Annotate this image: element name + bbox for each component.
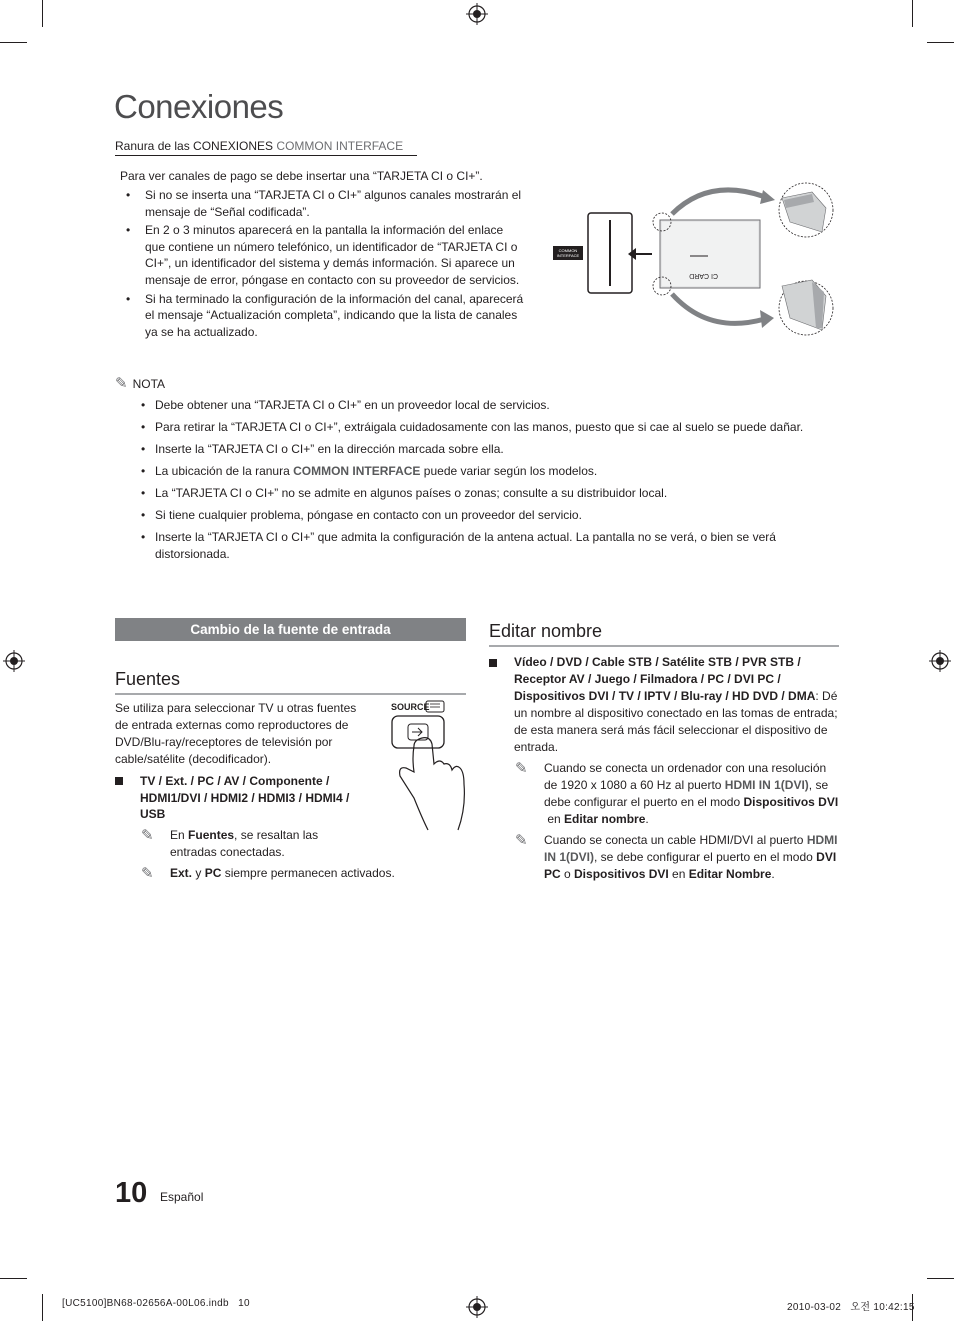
note-text: Cuando se conecta un ordenador con una resolución de 1920 x 1080 a 60 Hz al puerto (544, 761, 827, 792)
crop-mark (912, 0, 913, 27)
print-slug-right: 2010-03-02 오전 10:42:15 (787, 1302, 915, 1313)
note-text: Cuando se conecta un cable HDMI/DVI al puerto (544, 833, 807, 847)
figure-label-interface: INTERFACE (556, 253, 580, 258)
note-text: . (645, 812, 649, 826)
note-bold: Dispositivos DVI (574, 867, 669, 881)
fuentes-note-1 (141, 827, 346, 861)
ci-heading-gray: COMMON INTERFACE (276, 139, 404, 153)
pencil-icon: ✎ (515, 832, 528, 849)
crop-mark (927, 1278, 954, 1279)
crop-mark (0, 42, 27, 43)
note-text: o (560, 867, 575, 881)
pencil-icon: ✎ (515, 760, 528, 777)
editar-nombre-heading: Editar nombre (489, 621, 839, 647)
source-button-illustration (388, 698, 468, 832)
ci-intro-text: Para ver canales de pago se debe insertar una “TARJETA CI o CI+”. (120, 169, 483, 183)
editar-note-2 (515, 832, 840, 883)
ci-card-text: CI CARD (689, 272, 718, 279)
crop-mark (0, 1278, 27, 1279)
square-bullet-icon (115, 777, 123, 785)
crop-mark (42, 1294, 43, 1321)
page-language: Español (160, 1190, 204, 1204)
note-text: siempre permanecen activados. (221, 866, 395, 880)
ci-heading-prefix: Ranura de las CONEXIONES (115, 139, 274, 153)
note-text: , se resaltan las entradas conectadas. (170, 828, 319, 859)
source-button-label: SOURCE (391, 702, 430, 712)
list-item: • Para retirar la “TARJETA CI o CI+”, extráigala cuidadosamente con las manos, puesto que si cae al suelo se puede dañar. (139, 419, 835, 436)
registration-mark-icon (3, 650, 25, 672)
print-slug-left: [UC5100]BN68-02656A-00L06.indb 10 (62, 1298, 250, 1309)
ci-card-illustration (550, 178, 840, 346)
ci-intro-block (120, 168, 525, 342)
note-text: . (771, 867, 775, 881)
pencil-icon: ✎ (141, 865, 154, 882)
list-item: • En 2 o 3 minutos aparecerá en la pantalla la información del enlace que contiene un número telefónico, un identificador de “TARJETA CI o CI+”, un identificador del sistema y demás información. Si aparece un mensaje de error, póngase en contacto con su proveedor de servicios. (120, 222, 525, 289)
note-bold: HDMI IN 1(DVI) (724, 778, 809, 792)
nota-list (139, 397, 835, 563)
note-bold: Ext. (170, 866, 193, 880)
list-item: • Debe obtener una “TARJETA CI o CI+” en un proveedor local de servicios. (139, 397, 835, 414)
editar-note-1 (515, 760, 840, 828)
note-text: en (668, 867, 689, 881)
pencil-icon: ✎ (115, 375, 128, 392)
note-text: En (170, 828, 185, 842)
fuentes-list-item (115, 773, 365, 823)
nota-block (115, 376, 835, 568)
nota-item4-prefix: La ubicación de la ranura (155, 464, 290, 478)
note-bold: Dispositivos DVI (743, 795, 839, 809)
list-item: • Si no se inserta una “TARJETA CI o CI+” algunos canales mostrarán el mensaje de “Señal codificada”. (120, 187, 525, 221)
ci-section-heading (115, 139, 417, 156)
note-text: , se debe configurar el puerto en el modo (544, 778, 829, 809)
page-title: Conexiones (114, 88, 284, 125)
editar-list-item (489, 654, 839, 756)
note-bold: Editar nombre (564, 812, 646, 826)
note-bold: Fuentes (188, 828, 235, 842)
editar-list-bold: Vídeo / DVD / Cable STB / Satélite STB / PVR STB / Receptor AV / Juego / Filmadora / PC / DVI PC / Dispositivos DVI / TV / IPTV / Blu-ray / HD DVD / DMA (514, 655, 816, 703)
input-section-title-bar: Cambio de la fuente de entrada (115, 618, 466, 641)
crop-mark (927, 42, 954, 43)
fuentes-note-2 (141, 865, 431, 882)
editar-list-text: : Dé un nombre al dispositivo conectado en las tomas de entrada; de esta manera será más fácil seleccionar el dispositivo de entrada. (514, 689, 838, 754)
note-bold: Editar Nombre (688, 867, 772, 881)
registration-mark-icon (466, 3, 488, 25)
pencil-icon: ✎ (141, 827, 154, 844)
note-bold: HDMI IN 1(DVI) (544, 833, 838, 864)
list-item: • Si tiene cualquier problema, póngase en contacto con un proveedor del servicio. (139, 507, 835, 524)
figure-label-common: COMMON (558, 248, 578, 253)
page-number: 10 (115, 1177, 148, 1209)
list-item: • Si ha terminado la configuración de la información del canal, aparecerá el mensaje “Actualización completa”, indicando que la lista de canales ya se ha actualizado. (120, 291, 525, 341)
note-text: , se debe configurar el puerto en el modo (594, 850, 817, 864)
list-item: • La “TARJETA CI o CI+” no se admite en algunos países o zonas; consulte a su distribuidor local. (139, 485, 835, 502)
registration-mark-icon (466, 1296, 488, 1318)
fuentes-description: Se utiliza para seleccionar TV u otras fuentes de entrada externas como reproductores de DVD/Blu-ray/receptores de televisión por cable/satélite (decodificador). (115, 701, 357, 766)
list-item: • Inserte la “TARJETA CI o CI+” que admita la configuración de la antena actual. La pantalla no se verá, o bien se verá distorsionada. (139, 529, 835, 563)
crop-mark (42, 0, 43, 27)
square-bullet-icon (489, 659, 497, 667)
nota-item4-suffix: puede variar según los modelos. (423, 464, 598, 478)
note-text: y (192, 866, 205, 880)
note-bold: DVI PC (544, 850, 837, 881)
nota-item4-bold: COMMON INTERFACE (293, 464, 421, 478)
nota-heading (115, 376, 835, 391)
note-text: en (544, 812, 565, 826)
list-item: • Inserte la “TARJETA CI o CI+” en la dirección marcada sobre ella. (139, 441, 835, 458)
list-item (139, 463, 835, 480)
note-bold: PC (204, 866, 222, 880)
registration-mark-icon (929, 650, 951, 672)
ci-bullet-list (120, 187, 525, 341)
fuentes-list-text: TV / Ext. / PC / AV / Componente / HDMI1/DVI / HDMI2 / HDMI3 / HDMI4 / USB (140, 774, 350, 821)
nota-label: NOTA (132, 376, 166, 391)
fuentes-heading: Fuentes (115, 669, 466, 695)
